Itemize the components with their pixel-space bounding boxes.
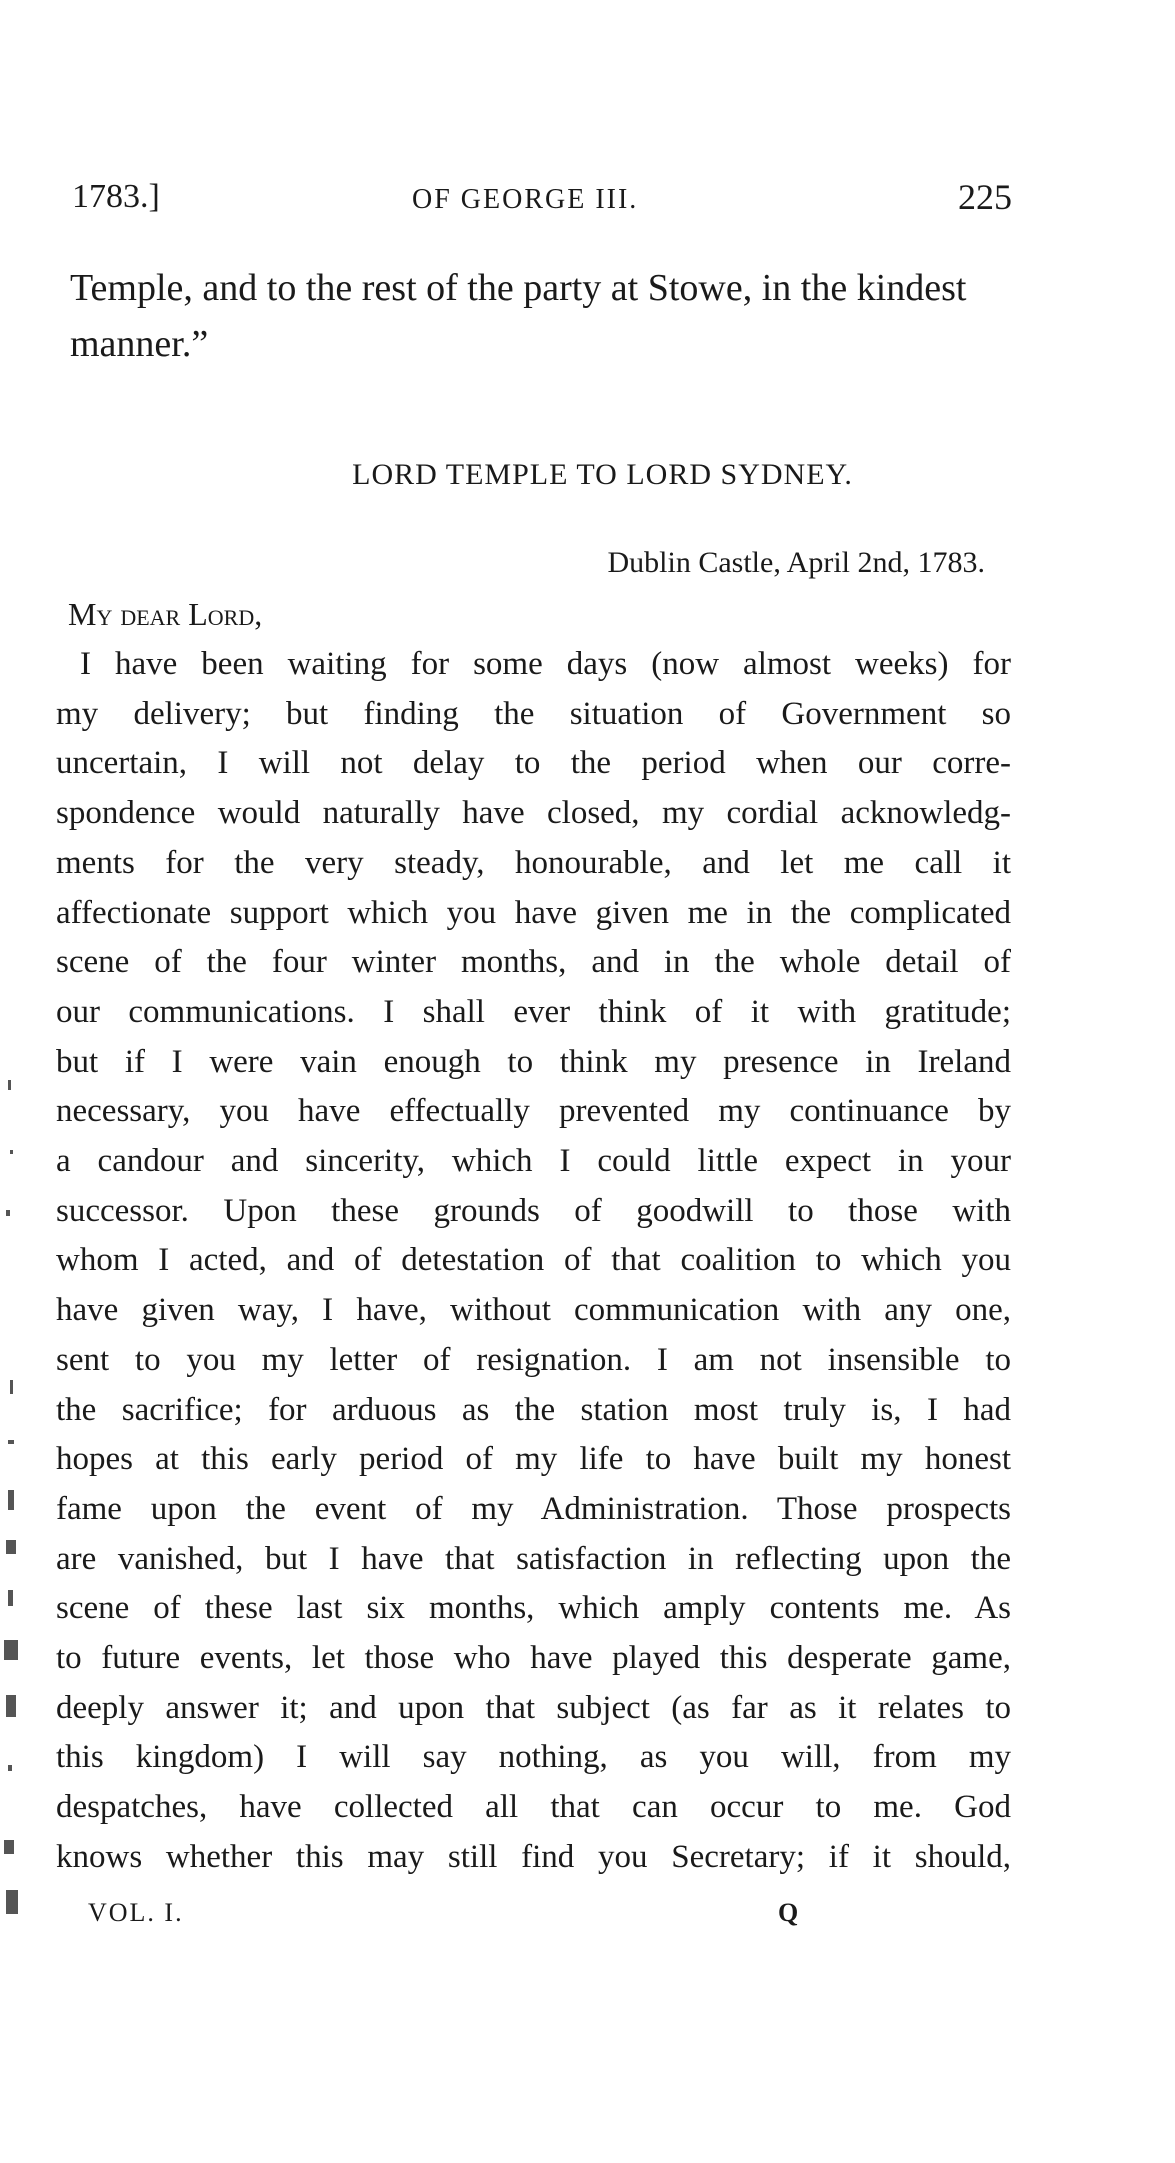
letter-line: knows whether this may still find you Secretary; if it should, [56, 1838, 1011, 1875]
letter-heading: LORD TEMPLE TO LORD SYDNEY. [352, 458, 853, 491]
scan-speck [4, 1640, 18, 1660]
letter-line: despatches, have collected all that can occur to me. God [56, 1789, 1011, 1826]
signature-mark: Q [778, 1898, 799, 1927]
scan-speck [4, 1840, 14, 1854]
scan-speck [8, 1440, 14, 1444]
letter-line: are vanished, but I have that satisfaction in reflecting upon the [56, 1540, 1011, 1577]
scan-speck [10, 1150, 13, 1154]
letter-line: necessary, you have effectually prevented my continuance by [56, 1093, 1011, 1130]
scan-speck [8, 1590, 13, 1606]
letter-line: spondence would naturally have closed, my cordial acknowledg- [56, 795, 1011, 832]
scan-speck [8, 1080, 11, 1090]
letter-line: scene of the four winter months, and in the whole detail of [56, 944, 1011, 981]
letter-line: sent to you my letter of resignation. I am not insensible to [56, 1341, 1011, 1378]
running-head [72, 178, 1012, 228]
letter-line: my delivery; but finding the situation of Government so [56, 695, 1011, 732]
letter-line: hopes at this early period of my life to have built my honest [56, 1441, 1011, 1478]
letter-line: fame upon the event of my Administration. Those prospects [56, 1490, 1011, 1527]
letter-line: have given way, I have, without communication with any one, [56, 1292, 1011, 1329]
scan-speck [6, 1890, 18, 1914]
letter-line: the sacrifice; for arduous as the station most truly is, I had [56, 1391, 1011, 1428]
letter-line: scene of these last six months, which amply contents me. As [56, 1590, 1011, 1627]
letter-line: but if I were vain enough to think my presence in Ireland [56, 1043, 1011, 1080]
letter-line: this kingdom) I will say nothing, as you will, from my [56, 1739, 1011, 1776]
scan-speck [6, 1210, 10, 1216]
margin-scan-marks [0, 1080, 40, 1940]
letter-dateline: Dublin Castle, April 2nd, 1783. [607, 546, 985, 579]
letter-line: whom I acted, and of detestation of that coalition to which you [56, 1242, 1011, 1279]
letter-line: affectionate support which you have given me in the complicated [56, 894, 1011, 931]
letter-line: I have been waiting for some days (now almost weeks) for [80, 646, 1011, 682]
letter-line: to future events, let those who have played this desperate game, [56, 1640, 1011, 1677]
scan-speck [8, 1765, 12, 1771]
running-head-year: 1783.] [72, 178, 160, 215]
letter-body [56, 640, 1011, 1883]
continuation-paragraph: Temple, and to the rest of the party at Stowe, in the kindest manner.” [70, 267, 967, 365]
page-number: 225 [958, 177, 1012, 217]
letter-line: successor. Upon these grounds of goodwill to those with [56, 1192, 1011, 1229]
letter-line: uncertain, I will not delay to the period when our corre- [56, 745, 1011, 782]
scan-speck [10, 1380, 13, 1394]
letter-line: our communications. I shall ever think of it with gratitude; [56, 993, 1011, 1030]
scan-speck [6, 1695, 16, 1717]
letter-line: a candour and sincerity, which I could little expect in your [56, 1143, 1011, 1180]
letter-line: deeply answer it; and upon that subject (as far as it relates to [56, 1689, 1011, 1726]
running-head-title: OF GEORGE III. [412, 184, 639, 215]
letter-line: ments for the very steady, honourable, and let me call it [56, 844, 1011, 881]
scan-speck [6, 1540, 16, 1554]
volume-label: VOL. I. [88, 1898, 184, 1927]
page-footer [88, 1898, 988, 1938]
letter-salutation: My dear Lord, [68, 596, 263, 632]
scan-speck [8, 1490, 14, 1510]
